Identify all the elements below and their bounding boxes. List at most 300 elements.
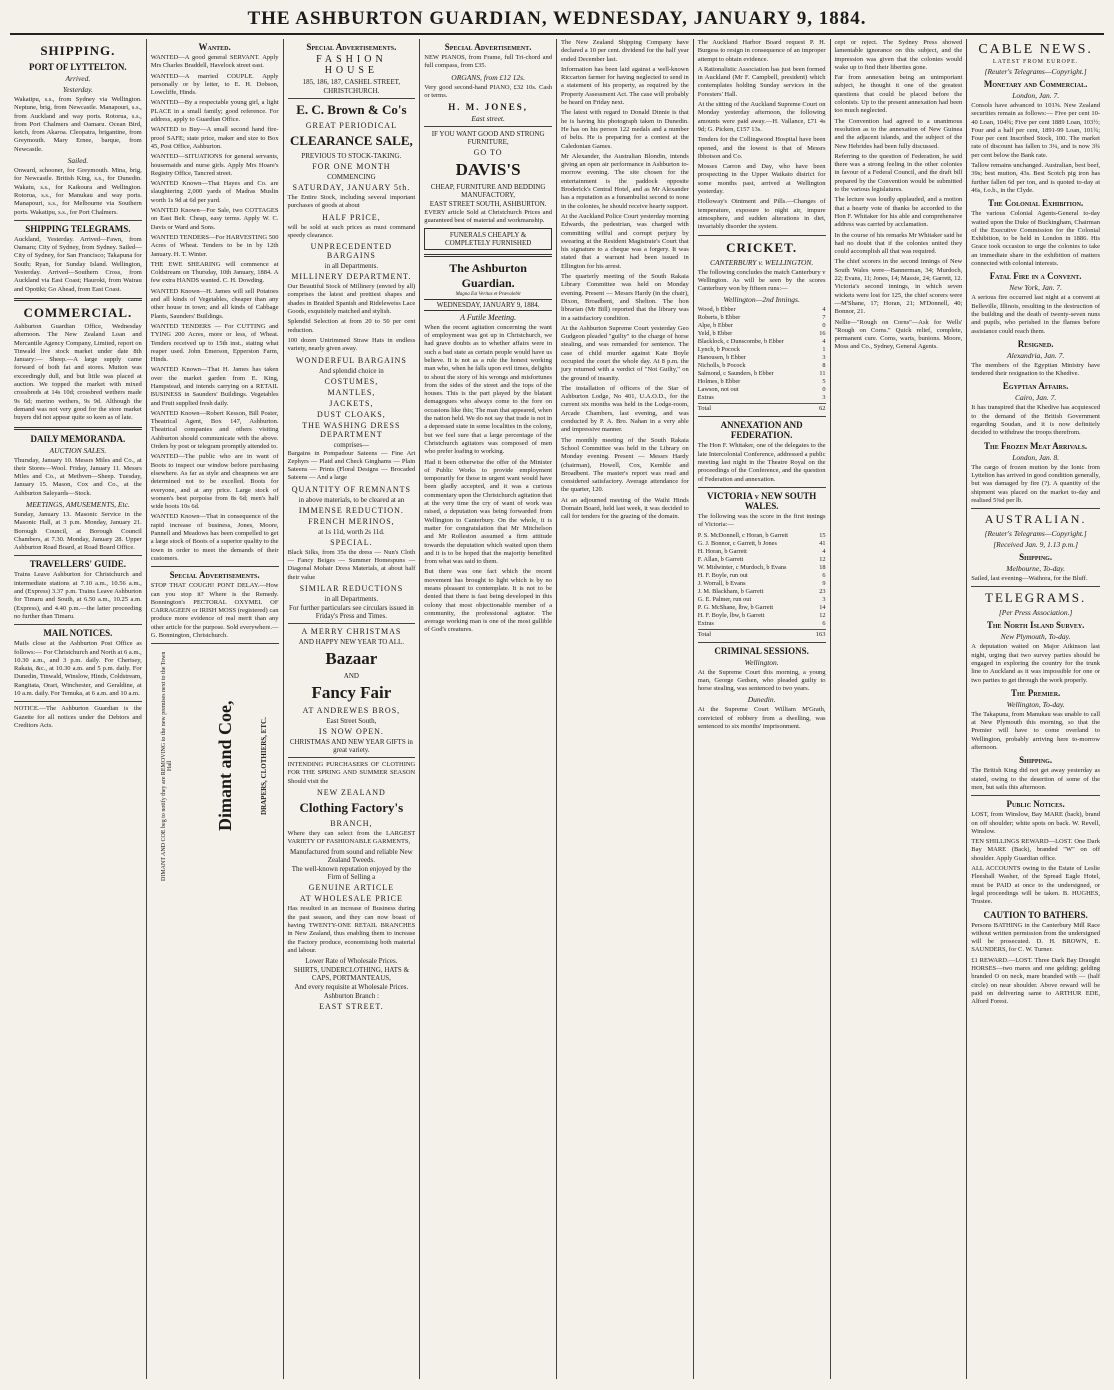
divider	[14, 298, 142, 301]
wonderful-bargains: WONDERFUL BARGAINS	[295, 355, 407, 365]
wellington-sub: Wellington.	[744, 657, 779, 667]
shipping-heading: Shipping.	[1019, 552, 1053, 563]
criminal-text: At the Supreme Court William M'Grath, convicted of robbery from a dwelling, was sentenced to six months' imprisonment.	[697, 706, 826, 730]
cable-text: Sailed, last evening—Waihora, for the Bluff.	[971, 575, 1088, 583]
score-row	[698, 604, 826, 612]
shipping-telegrams-text: Auckland, Yesterday. Arrived—Fawn, from Oamaru; City of Sydney, from Sydney. Sailed—City of Sydney, for San Francisco; Takapuna for South; Ryan, for Sunday Island. Wellington, Yesterday. Arrived—Southern Cross, from Auckland via East Coast; Hauroki, from Wairau and Opotiki; Go Ahead, from East Coast.	[14, 235, 142, 293]
telegram-text: The British King did not get away yesterday as stated, owing to the desertion of some of the men, but sails this afternoon.	[971, 767, 1100, 791]
score-total	[698, 403, 826, 413]
jones-address: East street.	[471, 114, 505, 124]
article-paragraph: Far from annexation being an unimportant subject, he thought it one of the greatest questions that could be placed before the colonists. Up to the present annexation had been too much neglected.	[834, 74, 963, 115]
news-item: Information has been laid against a well-known Riccarton farmer for having neglected to send in a statement of his property, as required by the Property Assessment Act. The case will probably be heard on Friday next.	[561, 65, 689, 107]
meetings-label: MEETINGS, AMUSEMENTS, Etc.	[25, 499, 130, 509]
travellers-guide-heading: TRAVELLERS' GUIDE.	[29, 559, 127, 570]
london-dateline-2: London, Jan. 8.	[1012, 452, 1060, 462]
player-name: Salmond, c Saunders, b Ebber	[697, 370, 774, 378]
column-4	[420, 39, 557, 1379]
divider	[14, 427, 142, 430]
player-score: 41	[819, 539, 826, 547]
paper-nameplate: The Ashburton Guardian.	[449, 260, 527, 290]
news-item: The installation of officers of the Star of Ashburton Lodge, No 401, U.A.O.D., for the current six months was held in the Lodge-room, Arcade Chambers, last evening, and was conducted by P. A. Bro. Nahan in a very able and impressive manner.	[561, 384, 689, 434]
total-label: Total	[697, 405, 712, 413]
speedy-clearance-text: will be sold at such prices as must command speedy clearance.	[287, 223, 416, 239]
player-name: P. G. McShane, lbw, b Garrett	[697, 603, 774, 611]
shipping-heading: SHIPPING.	[40, 43, 116, 58]
player-score: 3	[822, 595, 826, 603]
arrivals-text: Wakatipu, s.s., from Sydney via Wellington. Neptune, brig, from Newcastle. Manapouri, s.s., from Auckland and way ports. Rotorua, s.s., from Port Chalmers and Oamaru. Ocean Bird, ketch, from Akaroa. Cleopatra, brigantine, from Greymouth. Mary Ernee, barque, from Newcastle.	[14, 96, 142, 153]
player-score: 15	[819, 531, 826, 539]
commercial-heading: COMMERCIAL.	[23, 304, 133, 320]
score-row	[698, 362, 826, 370]
yesterday-label: Yesterday.	[62, 85, 93, 94]
furniture-want: IF YOU WANT GOOD AND STRONG FURNITURE,	[431, 130, 545, 147]
public-notice: ALL ACCOUNTS owing to the Estate of Leslie Fleeshall Washer, of the Spread Eagle Hotel, must be PAID at once to the undersigned, or legal proceedings will be taken. B. HUGHES, Trustee.	[971, 865, 1100, 906]
straw-hats-text: 100 dozen Untrimmed Straw Hats in endless variety, nearly given away.	[287, 336, 416, 353]
score-row	[698, 330, 826, 338]
score-row	[698, 322, 826, 330]
frozen-meat-heading: The Frozen Meat Arrivals.	[984, 440, 1088, 451]
player-score: 11	[819, 370, 826, 378]
reuter-label: [Reuter's Telegrams—Copyright.]	[984, 67, 1087, 76]
player-score: 4	[822, 306, 826, 314]
wellington-scorecard	[698, 306, 826, 413]
wholesale-price: AT WHOLESALE PRICE	[299, 894, 403, 904]
every-requisite: And every requisite at Wholesale Prices.	[294, 983, 409, 992]
player-name: W. Midwinter, c Murdoch, b Evans	[697, 563, 787, 571]
cable-sub: LATEST FROM EUROPE.	[992, 59, 1079, 65]
column-3	[284, 39, 421, 1379]
criminal-text: At the Supreme Court this morning, a young man, George Gedsen, who pleaded guilty to horse stealing, was sentenced to two years.	[697, 668, 826, 693]
news-item: At the Ashburton Supreme Court yesterday Geo Gudgeon pleaded "guilty" to the charge of horse stealing, and was remanded for sentence. The case of child murder against Kate Boyle occupied the court the whole day. At 8 p.m. the jury returned with a verdict of "Not Guilty," on the ground of insanity.	[561, 324, 689, 382]
wanted-ad: WANTED Known—That Hayes and Co. are slaughtering 2,000 yards of Madras Muslin worth 1s 9d at 6d per yard.	[150, 180, 279, 204]
go-to: GO TO	[473, 148, 503, 158]
telegram-text: A deputation waited on Major Atkinson last night, urging that two survey parties should be engaged in exploring the country for the trunk line to Auckland as it was impossible for one or two parties to get through the work properly.	[971, 643, 1100, 684]
brown-co-name: E. C. Brown & Co's	[296, 102, 407, 117]
criminal-heading: CRIMINAL SESSIONS.	[714, 645, 809, 656]
divider	[14, 220, 142, 221]
news-item: At the sitting of the Auckland Supreme Court on Monday yesterday afternoon, the following amounts were paid away.—H. Vallance, £71 4s 9d; G. Picken, £157 13s.	[697, 101, 826, 133]
divider	[698, 642, 826, 643]
wanted-ad: WANTED Known—H. James will sell Potatoes and all kinds of Vegetables, cheaper than any other house in town; and all kinds of Cabbage Plants, Saunders' Buildings.	[150, 287, 279, 320]
cable-text: The members of the Egyptian Ministry have tendered their resignation to the Khedive.	[971, 361, 1100, 378]
colonial-heading: The Colonial Exhibition.	[987, 198, 1084, 209]
dimant-coe-ad	[151, 647, 279, 885]
clearance-sale: CLEARANCE SALE,	[289, 133, 413, 148]
news-item: The Auckland Harbor Board request P. H. Burgess to resign in consequence of an improper attempt to obtain evidence.	[697, 39, 826, 63]
gazette-notice: NOTICE.—The Ashburton Guardian is the Gazette for all notices under the Debtors and Creditors Acts.	[14, 705, 142, 729]
divider	[14, 624, 142, 625]
unprecedented: UNPRECEDENTED BARGAINS	[310, 242, 393, 261]
commercial-text: Ashburton Guardian Office, Wednesday afternoon. The New Zealand Loan and Mercantile Agency Company, Limited, report on Tinwald live stock market under date 8th January:— Sheep.—A large supply came forward of both fat and stores. Mutton was exceedingly dull, and but little was placed at auction. We topped the market with mixed crossbreds at 14s 10d; crossbred wethers made 9s 6d; merino wethers, 9s 9d. Although the demand was not very good for the store market buyers did not appear quite so keen as of late.	[14, 322, 142, 422]
east-street-south: East Street South,	[326, 716, 377, 725]
alexandria-dateline: Alexandria, Jan. 7.	[1006, 350, 1065, 360]
news-item: Mr Alexander, the Australian Blondin, intends giving an open air performance in Ashburton to-morrow evening. The site chosen for the entertainment is the paddock opposite Broderick's Central Hotel, and as Mr Alexander has a reputation as a funambulist second to none in the colonies, he should receive hearty support.	[561, 152, 689, 210]
leader-paragraph: When the recent agitation concerning the want of employment was got up in Christchurch, we had grave doubts as to whether affairs were in such a bad state as certain people would have us believe. It is not as a rule the honest working man who, when he falls upon evil times, delights to shout the story of his wrongs and misfortunes from the sides of the street and the tops of the houses. This is the part played by the blatant demagogues who always come to the fore on occasions like this; The man that appeared, when the nation held. We do not say that trade is not in a depressed state in some localities in the colony, but we feel sure that a large percentage of the Christchurch agitators was composed of men who prefer loafing to working.	[424, 323, 552, 456]
cable-text: The cargo of frozen mutton by the Ionic from Lyttelton has arrived in good condition generally, but was damaged by fire (?). A quantity of the shipment was placed on the market to-day and realised 5⅜d per lb.	[971, 463, 1100, 504]
special-ads-heading: Special Advertisements.	[169, 570, 260, 581]
divider	[151, 643, 279, 644]
wanted-ad: THE EWE SHEARING will commence at Coldstream on Thursday, 10th January, 1884. A few extra HANDS wanted. C. H. Dowding.	[150, 260, 279, 285]
funerals-box: FUNERALS CHEAPLY & COMPLETELY FURNISHED	[424, 228, 552, 250]
player-name: Blacklock, c Dunscombe, b Ebber	[697, 338, 784, 346]
score-row	[698, 378, 826, 386]
cable-news-heading: CABLE NEWS.	[978, 42, 1093, 57]
player-name: Wood, b Ebber	[697, 306, 736, 314]
commencing: COMMENCING	[327, 173, 376, 181]
special-items: Black Silks, from 35s the dress — Nun's Cloth — Fancy Beiges — Summer Homespuns — Diagonal Mohair Dress Materials, at about half their value	[287, 548, 416, 581]
divider	[698, 235, 826, 236]
similar-reductions: SIMILAR REDUCTIONS	[299, 583, 404, 593]
divider	[151, 566, 279, 567]
millinery-text: Our Beautiful Stock of Millinery (envied by all) comprises the latest and prettiest shapes and shades in Braided Spanish and Rideleweiss Lace Goods, exquisitely matched and stylish.	[287, 283, 416, 316]
score-row	[698, 556, 826, 564]
score-row	[698, 596, 826, 604]
article-paragraph: cept or reject. The Sydney Press showed lamentable ignorance on this subject, and the impression was given that the colonies would wake up to find their liberties gone.	[834, 39, 963, 71]
score-row	[698, 370, 826, 378]
wanted-ad: WANTED Known—Robert Kesson, Bill Poster, Theatrical Agent, Box 147, Ashburton. Theatrical companies and others visiting Ashburton should communicate with the above. Orders by post or telegram promptly attended to.	[150, 409, 279, 451]
news-item: A Rationalistic Association has just been formed in Auckland (Mr F. Campbell, president) which contemplates holding Sunday services in the Foresters' Hall.	[697, 65, 826, 98]
victoria-heading: VICTORIA v NEW SOUTH WALES.	[706, 490, 817, 511]
caution-heading: CAUTION TO BATHERS.	[983, 909, 1088, 920]
dimant-coe-brand: Dimant and Coe,	[215, 701, 236, 832]
and: AND	[343, 671, 359, 680]
victoria-intro: The following was the score in the first innings of Victoria:—	[697, 512, 826, 529]
genuine-article: GENUINE ARTICLE	[308, 883, 395, 893]
player-score: 18	[819, 563, 826, 571]
auction-sales-text: Thursday, January 10. Messrs Miles and Co., at their Stores—Wool. Friday, January 11. Messrs Miles and Co., at Methven—Sheep. Tuesday, January 15. Mason, Cox and Co., at the Ashburton Saleyards—Stock.	[14, 456, 142, 497]
entire-stock-text: The Entire Stock, including several important purchases of goods at about	[287, 194, 416, 210]
dimant-coe-sub: DRAPERS, CLOTHIERS, ETC.	[260, 717, 269, 816]
player-score: 12	[819, 611, 826, 619]
score-row	[698, 548, 826, 556]
stock-taking: PREVIOUS TO STOCK-TAKING.	[301, 152, 402, 160]
cable-text: It has transpired that the Khedive has acquiesced to the demand of the British Government regarding Soudan, and it is now definitely decided to withdraw the troops therefrom.	[971, 404, 1100, 437]
brown-co-ad	[288, 54, 416, 620]
branch-label: Ashburton Branch :	[323, 992, 379, 1001]
divider	[971, 795, 1100, 796]
telegram-text: The Takapuna, from Manukau was unable to call at New Plymouth this morning, so that the Premier will have to come overland to Wellington, probably arriving here to-morrow afternoon.	[971, 710, 1100, 752]
immense-reduction: IMMENSE REDUCTION.	[298, 505, 404, 515]
player-name: Alpe, b Ebber	[697, 322, 733, 330]
news-item: At an adjourned meeting of the Waihi Hinds Domain Board, held last week, it was decided to call for tenders for the grazing of the domain.	[561, 496, 689, 521]
washing-dept: THE WASHING DRESS DEPARTMENT	[302, 420, 401, 439]
player-name: Extras	[697, 394, 714, 402]
special: SPECIAL.	[330, 537, 373, 547]
player-name: H. Horan, b Garrett	[697, 547, 747, 555]
divider	[424, 254, 552, 257]
score-row	[698, 572, 826, 580]
now-open: IS NOW OPEN.	[318, 726, 384, 736]
annexation-heading: ANNEXATION AND FEDERATION.	[720, 420, 803, 441]
cricket-intro: The following concludes the match Canterbury v Wellington. As will be seen by the scores Canterbury won by fifteen runs:—	[697, 268, 826, 293]
assortment: Where they can select from the LARGEST VARIETY OF FASHIONABLE GARMENTS,	[287, 829, 416, 846]
score-row	[698, 532, 826, 540]
divider	[698, 416, 826, 417]
wanted-ad: WANTED TENDERS — For CUTTING and TYING 200 Acres, more or less, of Wheat. Tenders received up to 15th inst., stating what reaper used. John Emerson, Epperston Farm, Hinds.	[150, 322, 279, 364]
player-score: 16	[819, 330, 826, 338]
news-item: The latest with regard to Donald Dinnie is that he is having his photograph taken in Dunedin. He has on his person 122 medals and a number of belts. He is preparing for a contest at the Caledonian Games.	[561, 109, 689, 150]
shipping-heading-2: Shipping.	[1019, 755, 1053, 766]
cricket-match: CANTERBURY v. WELLINGTON.	[709, 257, 814, 267]
bazaar: Bazaar	[325, 648, 378, 668]
clothing-factory: Clothing Factory's	[299, 799, 404, 815]
victoria-scorecard	[698, 532, 826, 639]
dateline: WEDNESDAY, JANUARY 9, 1884.	[424, 299, 552, 311]
public-notice: £1 REWARD.—LOST. Three Dark Bay Draught HORSES—two mares and one gelding; gelding branded O on neck, mare branded with — (half circle) on near shoulder. Above reward will be paid on delivering same to ARTHUR EDE, Alford Forest.	[971, 956, 1100, 1006]
player-score: 6	[822, 619, 826, 627]
cable-text: Consols have advanced to 101⅝. New Zealand securities remain as follows:— Five per cent 10-40 Loan, 104¾; Five per cent 1889 Loan, 103½; Four and a half per cent, 1891-99 Loan, 101¾; Four per cent Inscribed Stock, 100. The market rate of discount has fallen to 3¼, and is now 3¾ per cent below the Bank rate.	[971, 102, 1100, 159]
half-price: HALF PRICE,	[322, 212, 381, 222]
news-item: Tenders for the Collingwood Hospital have been opened, and the lowest is that of Messrs Ibbotson and Co.	[697, 136, 826, 160]
telegrams-heading: TELEGRAMS.	[985, 590, 1087, 606]
circulars: For further particulars see circulars issued in Friday's Press and Times.	[288, 603, 414, 620]
cleared-text: in above materials, to be cleared at an	[298, 495, 405, 504]
total-value: 163	[815, 630, 826, 638]
remnants: QUANTITY OF REMNANTS	[291, 484, 411, 494]
news-item: Mosses Carron and Day, who have been prospecting in the Upper Waikato district for some months past, arrived at Wellington yesterday.	[697, 163, 826, 196]
cable-text: A serious fire occurred last night at a convent at Belleville, Illinois, resulting in the destruction of the building and the death of twenty-seven nuns and pupils, who perished in the flames before assistance could reach them.	[971, 294, 1100, 335]
mail-notices-heading: MAIL NOTICES.	[43, 628, 113, 639]
wanted-ad: WANTED—SITUATIONS for general servants, housemaids and nurse girls. Apply Mrs Hoare's Registry Office, Tancred street.	[150, 153, 279, 177]
advertisement: Nellie—"Rough on Corns"—Ask for Wells' "Rough on Corns." Quick relief, complete, permanent cure. Corns, warts, bunions. Moore, Moss and Co., Sydney, General Agents.	[834, 318, 963, 351]
paper-motto: Magna Est Veritas et Prævalebit	[455, 291, 521, 297]
millinery: MILLINERY DEPARTMENT.	[291, 272, 412, 282]
special-ad-heading: Special Advertisement.	[444, 42, 532, 52]
new-zealand: NEW ZEALAND	[316, 787, 386, 797]
column-5	[557, 39, 694, 1379]
cable-text: Tallow remains unchanged. Australian, best beef, 39s; best mutton, 43s. Best Scotch pig iron has further fallen 6d per ton, and is quoted to-day at 46s, f.o.b., in the Clyde.	[971, 162, 1100, 194]
player-score: 1	[822, 346, 826, 354]
wanted-ad: WANTED—The public who are in want of Boots to inspect our window before purchasing elsewhere. As far as style and cheapness we are determined not to be excelled. Boots for everyone, and at any price. Large stock of women's best porpoise from 8s 6d; men's half wide boots 10s 6d.	[150, 453, 279, 511]
player-name: Nicholls, b Pocock	[697, 362, 746, 370]
splendid-choice: And splendid choice in	[319, 366, 384, 375]
wellington-dateline: Wellington, To-day.	[1006, 699, 1065, 709]
player-name: Yeld, b Ebber	[697, 330, 733, 338]
fashion-city: CHRISTCHURCH.	[323, 87, 380, 95]
davis-sub: CHEAP, FURNITURE AND BEDDING MANUFACTORY,	[430, 183, 546, 200]
divider	[14, 555, 142, 556]
washing-items: Bargains in Pompadour Sateens — Fine Art Zephyrs — Plaid and Check Ginghams — Plain Sateens — Prints (Floral Designs — Brocaded Sateens — And a large	[287, 449, 416, 482]
player-score: 4	[822, 547, 826, 555]
article-paragraph: Referring to the question of Federation, he said there was a strong feeling in the other colonies in favour of a Federal Council, and the draft bill prepared by the Convention would be submitted to the various legislatures.	[834, 152, 963, 194]
comprises: comprises—	[333, 440, 370, 449]
branch: BRANCH,	[330, 818, 373, 828]
merry-christmas: A MERRY CHRISTMAS	[301, 626, 402, 636]
player-score: 6	[822, 571, 826, 579]
score-row	[698, 564, 826, 572]
player-score: 3	[822, 394, 826, 402]
player-name: Roberts, b Ebber	[697, 314, 741, 322]
happy-new-year: AND HAPPY NEW YEAR TO ALL.	[298, 637, 404, 646]
wanted-ad: WANTED Known—That in consequence of the rapid increase of business, Jones, Moore, Pannell and Meadows has been compelled to get a large stock of Boots of a superior quality to the town in order to meet the demands of their customers.	[150, 513, 279, 562]
jones-name: H. M. JONES,	[448, 102, 528, 113]
selection-text: Splendid Selection at from 20 to 50 per cent reduction.	[287, 318, 416, 334]
davis-ad	[424, 130, 552, 250]
business-text: Has resulted in an increase of Business during the past season, and they can now boast of having TWENTY-ONE RETAIL BRANCHES in New Zealand, thus enabling them to increase the Factory produce, economising both material and labour.	[287, 905, 416, 954]
column-2	[147, 39, 284, 1379]
fashion-house: FASHION HOUSE	[316, 54, 387, 76]
divider	[14, 701, 142, 702]
player-name: J. Worrall, b Evans	[697, 579, 746, 587]
tweeds: Manufactured from sound and reliable New Zealand Tweeds.	[290, 848, 413, 865]
dust-cloaks: DUST CLOAKS,	[317, 409, 386, 419]
wanted-ad: WANTED to Buy—A small second hand fire-proof SAFE; state price, maker and size to Box 45, Post Office, Ashburton.	[150, 126, 279, 150]
intending-text: INTENDING PURCHASERS OF CLOTHING FOR THE SPRING AND SUMMER SEASON Should visit the	[287, 760, 416, 785]
australian-sub: [Reuter's Telegrams—Copyright.]	[984, 529, 1087, 539]
cough-remedy-ad: STOP THAT COUGH! PONT DELAY.—How can you stop it? Where is the Remedy. Bonnington's PECTORAL OXYMEL OF CARRAGEEN or IRISH MOSS (registered) can produce more evidence of real merit than any other article for the purpose. Sold everywhere.—G. Bonnington, Christchurch.	[150, 582, 279, 639]
player-name: G. E. Palmer, run out	[697, 595, 752, 603]
memoranda-heading: DAILY MEMORANDA.	[30, 433, 126, 444]
london-dateline: London, Jan. 7.	[1012, 91, 1060, 100]
gifts: CHRISTMAS AND NEW YEAR GIFTS in great variety.	[289, 737, 413, 754]
annexation-text: The Hon F. Whitaker, one of the delegates to the late Intercolonial Conference, addressed a public meeting last night in the Theatre Royal on the proceedings of the Conference, and the question of Federation and annexation.	[697, 442, 826, 483]
player-name: Holmes, b Ebber	[697, 378, 741, 386]
travellers-guide-text: Trains Leave Ashburton for Christchurch and intermediate stations at 7.10 a.m., 10.56 a.m., and (Express) 3.37 p.m. Trains Leave Ashburton for Timaru and South, at 6.50 a.m., 10.25 a.m. (Express), and 4.40 p.m.—the latter proceeding no further than Timaru.	[14, 571, 142, 620]
plymouth-dateline: New Plymouth, To-day.	[1000, 632, 1071, 642]
player-score: 0	[822, 386, 826, 394]
score-row	[698, 386, 826, 394]
lower-rate: Lower Rate of Wholesale Prices.	[305, 957, 398, 966]
egypt-heading: Egyptian Affairs.	[1002, 381, 1069, 392]
french-merinos: FRENCH MERINOS,	[308, 516, 395, 526]
davis-guarantee: EVERY article Sold at Christchurch Prices and guaranteed best of material and workmanship.	[424, 209, 552, 225]
player-score: 4	[822, 338, 826, 346]
wanted-ad: WANTED—A good general SERVANT. Apply Mrs Charles Braddell, Havelock street east.	[150, 54, 279, 70]
article-paragraph: In the course of his remarks Mr Whitaker said he had no doubt that if the colonies united they could accomplish all that was required.	[834, 231, 963, 256]
costumes: COSTUMES,	[324, 376, 379, 386]
sailed-label: Sailed.	[67, 156, 89, 166]
column-1	[10, 39, 147, 1379]
departments: in all Departments.	[324, 262, 379, 271]
player-name: H. F. Boyle, lbw, b Garrett	[697, 611, 765, 619]
news-item: At the Auckland Police Court yesterday morning Edwards, the pedestrian, was charged with committing wilful and corrupt perjury by swearing at the Resident Magistrate's Court that his signature to a cheque was a forgery. It was stated that a warrant had been issued in Ellington for his arrest.	[561, 212, 689, 270]
columns	[10, 39, 1104, 1379]
australian-heading: AUSTRALIAN.	[984, 512, 1087, 527]
wanted-ad: WANTED Known—For Sale, two COTTAGES on East Belt. Cheap, easy terms. Apply W. C. Davis or Ward and Sons.	[150, 207, 279, 231]
sailings-text: Onward, schooner, for Greymouth. Mina, brig, for Newcastle. British King, s.s., for Dunedin. Wakatu, s.s., for Kaikoura and Wellington. Rotorua, s.s., for Manukau and way ports. Manapouri, s.s., for Melbourne via Southern ports. Wakatipu, s.s., for Port Chalmers.	[14, 167, 142, 216]
score-row	[698, 338, 826, 346]
ny-dateline: New York, Jan. 7.	[1009, 283, 1062, 293]
score-row	[698, 612, 826, 620]
davis-address: EAST STREET SOUTH, ASHBURTON.	[429, 200, 547, 209]
wanted-ad: WANTED—By a respectable young girl, a light PLACE in a small family; good reference. For address, apply to Guardian Office.	[150, 99, 279, 124]
player-name: P. S. McDonnell, c Horan, b Garrett	[697, 531, 788, 539]
news-item: The monthly meeting of the South Rakaia School Committee was held in the Library on Monday evening. Present — Messrs Hardy (chairman), Howell, Cox, Kemble and Broadbent. The master's report was read and considered satisfactory. Average attendance for the quarter, 120.	[561, 436, 689, 494]
fashion-address: 185, 186, 187, CASHEL STREET,	[302, 78, 401, 86]
score-row	[698, 540, 826, 548]
merinos-price: at 1s 11d, worth 2s 11d.	[318, 527, 385, 536]
reputation: The well-known reputation enjoyed by the Firm of Selling a	[291, 865, 411, 882]
player-score: 7	[822, 314, 826, 322]
monetary-heading: Monetary and Commercial.	[983, 79, 1088, 89]
public-notice: LOST, from Winslow, Bay MARE (back), brand on off shoulder; white spots on back. W. Revell, Winslow.	[971, 811, 1100, 835]
organs: ORGANS, from £12 12s.	[451, 72, 525, 82]
second-hand-piano: Very good second-hand PIANO, £32 10s. Cash or terms.	[424, 83, 552, 99]
public-notices-heading: Public Notices.	[1006, 799, 1065, 810]
meetings-text: Sunday, January 13. Masonic Service in the Masonic Hall, at 3 p.m. Monday, January 21. Borough Council, at Borough Council Chambers, at 7.30. Monday, January 28. Upper Ashburton Road Board, at Road Board Office.	[14, 510, 142, 552]
bazaar-ad	[288, 627, 416, 754]
leader-paragraph: Had it been otherwise the offer of the Minister of Public Works to provide employment temporarily for those in urgent want would have been gladly accepted, and it was a curious commentary upon the Christchurch agitation that at the very time the cry of want of work was raised, a deputation was being forwarded from Wellington to Canterbury. On the whole, it is matter for congratulation that Mr Mitchelson and Mr Rolleston assumed a firm attitude towards the deputation which waited upon them and it is to be hoped that the majority benefited from what was said to them.	[424, 458, 552, 566]
cricket-heading: CRICKET.	[726, 239, 798, 255]
andrewes-bros: AT ANDREWES BROS,	[302, 705, 401, 715]
wanted-ad: WANTED Known—That H. James has taken over the market garden from E. King, Hampstead, and intends carrying on a RETAIL BUSINESS in Saunders' Buildings. Vegetables and Fruit supplied fresh daily.	[150, 366, 279, 407]
player-score: 5	[822, 378, 826, 386]
great-periodical: GREAT PERIODICAL	[305, 121, 397, 130]
fancy-fair: Fancy Fair	[311, 682, 392, 702]
wanted-ad: WANTED—A married COUPLE. Apply personally or by letter, to E. H. Dobson, Lowcliffe, Hinds.	[150, 72, 279, 97]
news-item: The New Zealand Shipping Company have declared a 10 per cent. dividend for the half year ended December last.	[561, 39, 689, 63]
arrived-label: Arrived.	[65, 74, 91, 83]
total-label: Total	[697, 630, 712, 638]
article-paragraph: The chief scorers in the second innings of New South Wales were—Bannerman, 34; Murdoch, 22; Evans, 11; Jones, 14; Massie, 24; Garrett, 12. Victoria's second innings, in which seven wickets were lost for 125, the chief scorers were—M'Shane, 17; Horan, 21; M'Donnell, 40; Bonnor, 21.	[834, 258, 963, 316]
wanted-ad: WANTED TENDERS—For HARVESTING 500 Acres of Wheat. Tenders to be in by 12th January. H. T. Winter.	[150, 233, 279, 258]
leader-title: A Futile Meeting.	[460, 312, 517, 322]
press-assoc-label: [Per Press Association.]	[998, 608, 1073, 618]
start-date: SATURDAY, JANUARY 5th.	[292, 183, 411, 192]
score-row	[698, 394, 826, 402]
public-notice: TEN SHILLINGS REWARD—LOST. One Dark Bay MARE (Back), branded "W" on off shoulder. Apply Guardian office.	[971, 838, 1100, 862]
player-name: F. Allan, b Garrett	[697, 555, 744, 563]
player-name: Extras	[697, 619, 714, 627]
shirts: SHIRTS, UNDERCLOTHING, HATS & CAPS, PORTMANTEAUS,	[293, 966, 410, 983]
shipping-telegrams-heading: SHIPPING TELEGRAMS.	[25, 223, 131, 234]
innings-label: Wellington—2nd Innings.	[723, 295, 800, 305]
player-score: 12	[819, 555, 826, 563]
score-row	[698, 314, 826, 322]
player-score: 3	[822, 354, 826, 362]
score-row	[698, 580, 826, 588]
wanted-heading: Wanted.	[198, 42, 231, 52]
premier-heading: The Premier.	[1010, 687, 1061, 698]
player-score: 0	[822, 322, 826, 330]
column-7	[831, 39, 968, 1379]
resigned-heading: Resigned.	[1017, 338, 1054, 349]
score-row	[698, 620, 826, 628]
fire-heading: Fatal Fire in a Convent.	[989, 271, 1082, 282]
article-paragraph: The Convention had agreed to a unanimous resolution as to the annexation of New Guinea and the adjacent islands, and the subject of the New Hebrides had been fully discussed.	[834, 117, 963, 150]
mantles: MANTLES,	[327, 387, 376, 397]
player-score: 14	[819, 603, 826, 611]
public-notice: Persons BATHING in the Canterbury Mill Race without written permission from the undersigned will be prosecuted. D. H. BROWN, E. SAUNDERS, for C. W. Turner.	[971, 921, 1100, 954]
divider	[971, 586, 1100, 587]
port-heading: PORT OF LYTTELTON.	[29, 62, 127, 72]
divider	[971, 508, 1100, 509]
davis-name: DAVIS'S	[455, 160, 521, 180]
melbourne-dateline: Melbourne, To-day.	[1006, 564, 1065, 574]
survey-heading: The North Island Survey.	[986, 620, 1085, 631]
player-score: 8	[822, 362, 826, 370]
player-name: Hanousen, b Ebber	[697, 354, 746, 362]
clothing-factory-ad	[288, 761, 416, 1011]
divider	[288, 623, 416, 624]
total-value: 62	[819, 405, 826, 413]
player-name: H. F. Boyle, run out	[697, 571, 748, 579]
jackets: JACKETS,	[329, 398, 374, 408]
score-row	[698, 354, 826, 362]
advertisement: Holloway's Ointment and Pills.—Changes of temperature, exposure to night air, impure atmosphere, and sudden alterations in diet, invariably disorder the system.	[697, 198, 826, 231]
masthead: THE ASHBURTON GUARDIAN, WEDNESDAY, JANUARY 9, 1884.	[10, 8, 1104, 35]
player-score: 23	[819, 587, 826, 595]
one-month: FOR ONE MONTH	[312, 162, 391, 171]
received-label: [Received Jan. 9, 1.13 p.m.]	[993, 540, 1079, 550]
player-score: 9	[822, 579, 826, 587]
divider	[288, 98, 416, 99]
divider	[288, 757, 416, 758]
cairo-dateline: Cairo, Jan. 7.	[1015, 393, 1057, 403]
mail-notices-text: Mails close at the Ashburton Post Office as follows:— For Christchurch and North at 6 a.m., 10.30 a.m., and 3 p.m. daily. For Chertsey, Rakaia, &c., at 10.30 a.m. and 5 p.m. daily. For Dunedin, Tinwald, Winslow, Hinds, Coldstream, Rangitata, Orari, Winchester, and Geraldine, at 10 a.m. daily. For Temuka, at 6 a.m. and 10 a.m.	[14, 640, 142, 698]
article-paragraph: The lecture was loudly applauded, and a motion that a hearty vote of thanks be accorded to the Hon F. Whitaker for his able and comprehensive address was carried by acclamation.	[834, 196, 963, 229]
cable-text: The various Colonial Agents-General to-day waited upon the Duke of Buckingham, Chairman of the Executive Commission for the Colonial Exhibition, to be held in London in 1886. His Grace took occasion to urge the colonies to take an immediate share in the exhibition of matters connected with colonial interests.	[971, 210, 1100, 268]
